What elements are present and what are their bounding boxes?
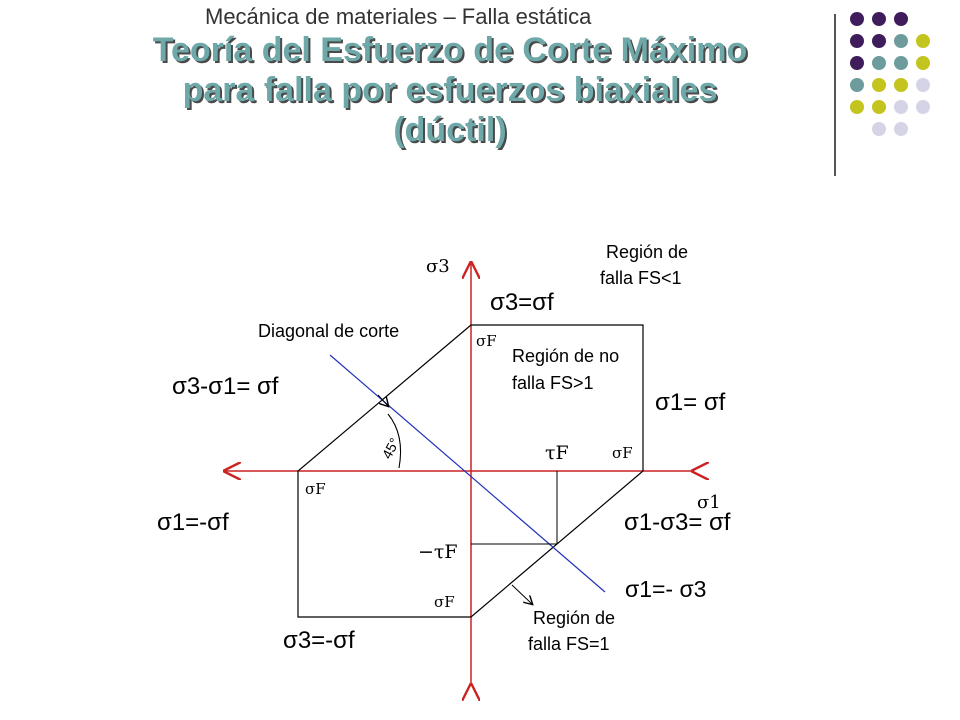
eq-s1-neg-sf: σ1=-σf [157, 509, 229, 536]
region-fs1-line1: Región de [533, 608, 616, 628]
angle-label: 45° [378, 435, 403, 462]
sigmaF-left-label: σF [305, 480, 326, 498]
neg-tauF-label: −τF [418, 541, 458, 563]
title-line-1: Teoría del Esfuerzo de Corte Máximo [152, 31, 748, 69]
sigma1-axis-label: σ1 [697, 492, 721, 513]
region-fail-top-line2: falla FS<1 [600, 268, 682, 288]
eq-s1-minus-s3: σ1-σ3= σf [624, 509, 731, 536]
tauF-label: τF [545, 442, 569, 464]
eq-s3-sf: σ3=σf [490, 289, 554, 316]
region-fail-top-line1: Región de [606, 242, 689, 262]
sigma3-axis-label: σ3 [426, 256, 450, 277]
sigmaF-top-label: σF [476, 332, 497, 350]
eq-s3-neg-sf: σ3=-σf [283, 627, 355, 654]
region-no-fail-line2: falla FS>1 [512, 373, 594, 393]
region-fs1-line2: falla FS=1 [528, 634, 610, 654]
title-line-2: para falla por esfuerzos biaxiales [182, 71, 718, 109]
slide-subtitle: Mecánica de materiales – Falla estática [205, 4, 592, 29]
eq-s1-sf: σ1= σf [655, 389, 726, 416]
sigmaF-bottom-label: σF [434, 593, 455, 611]
eq-s3-minus-s1: σ3-σ1= σf [172, 373, 279, 400]
eq-s1-neg-s3: σ1=- σ3 [625, 576, 707, 602]
diagonal-label: Diagonal de corte [258, 321, 400, 341]
fs1-pointer-arrow [512, 585, 532, 604]
title-line-3: (dúctil) [393, 111, 507, 149]
region-no-fail-line1: Región de no [512, 346, 620, 366]
sigmaF-right-label: σF [612, 444, 633, 462]
